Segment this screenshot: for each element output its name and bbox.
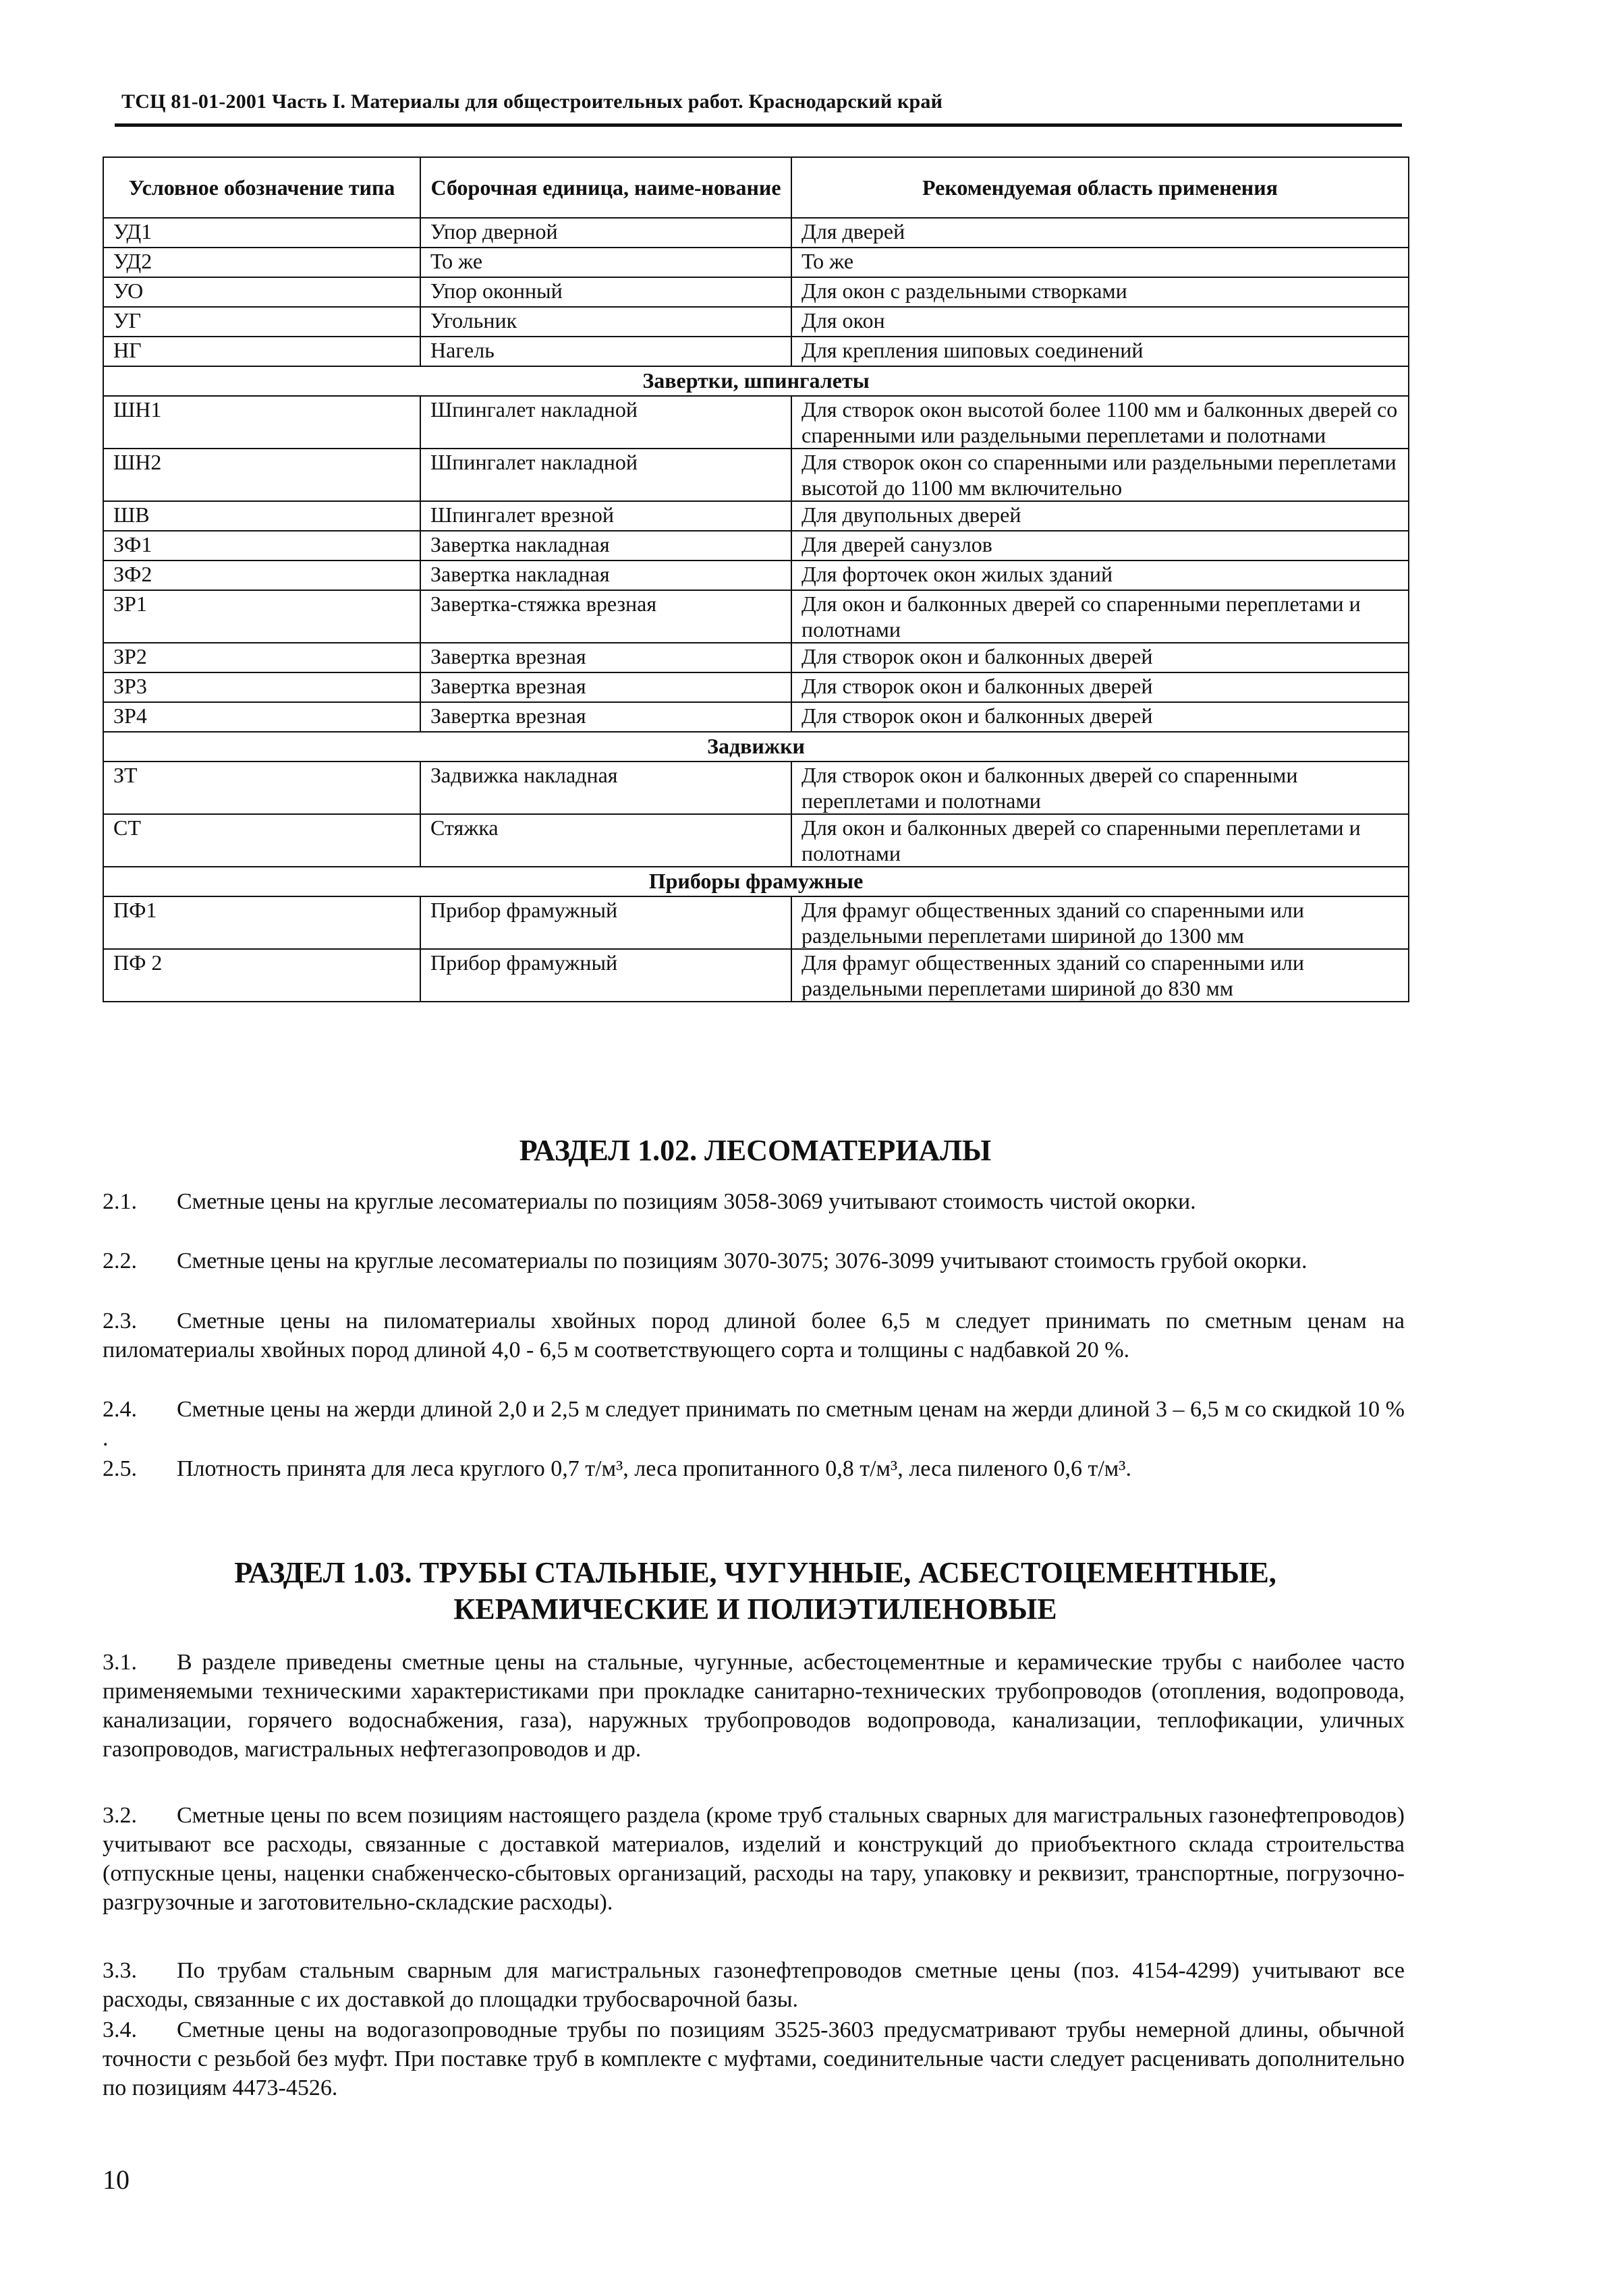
table-row xyxy=(103,643,1409,672)
cell-code: ШН1 xyxy=(103,396,420,449)
paragraph-number: 3.2. xyxy=(103,1803,137,1828)
paragraph-number: 2.5. xyxy=(103,1456,137,1481)
header-rule xyxy=(115,123,1402,127)
cell-name: Завертка накладная xyxy=(420,561,791,590)
cell-use: Для фрамуг общественных зданий со спаренными или раздельными переплетами шириной до 1300 мм xyxy=(791,896,1409,949)
paragraph-number: 3.1. xyxy=(103,1650,137,1675)
cell-use: Для форточек окон жилых зданий xyxy=(791,561,1409,590)
paragraph xyxy=(103,1454,1405,1483)
cell-name: Завертка накладная xyxy=(420,531,791,561)
table-row xyxy=(103,218,1409,248)
paragraph-text: Сметные цены на круглые лесоматериалы по позициям 3058-3069 учитывают стоимость чистой окорки. xyxy=(177,1189,1196,1214)
table-row xyxy=(103,814,1409,867)
cell-use: Для окон xyxy=(791,307,1409,337)
table-row xyxy=(103,307,1409,337)
hardware-table xyxy=(103,156,1409,1002)
cell-name: Упор дверной xyxy=(420,218,791,248)
table-section-row xyxy=(103,867,1409,896)
cell-use: То же xyxy=(791,248,1409,277)
cell-code: УД1 xyxy=(103,218,420,248)
cell-code: СТ xyxy=(103,814,420,867)
table-row xyxy=(103,896,1409,949)
cell-code: ШН2 xyxy=(103,449,420,501)
cell-use: Для окон с раздельными створками xyxy=(791,277,1409,307)
table-section-title: Задвижки xyxy=(103,732,1409,762)
table-row xyxy=(103,248,1409,277)
table-row xyxy=(103,590,1409,643)
cell-code: ЗТ xyxy=(103,762,420,814)
table-row xyxy=(103,672,1409,702)
table-row xyxy=(103,702,1409,732)
cell-name: Прибор фрамужный xyxy=(420,896,791,949)
paragraph xyxy=(103,1187,1405,1216)
table-row xyxy=(103,396,1409,449)
cell-code: ЗР2 xyxy=(103,643,420,672)
paragraph xyxy=(103,1307,1405,1365)
paragraph xyxy=(103,1648,1405,1764)
cell-code: ЗФ2 xyxy=(103,561,420,590)
cell-code: ЗР3 xyxy=(103,672,420,702)
section-102-title: РАЗДЕЛ 1.02. ЛЕСОМАТЕРИАЛЫ xyxy=(519,1134,992,1167)
paragraph-text: В разделе приведены сметные цены на стальные, чугунные, асбестоцементные и керамические трубы с наиболее часто применяемыми техническими характеристиками при прокладке санитарно-технических трубопроводов (отопления, водопровода, канализации, горячего водоснабжения, газа), наружных трубопроводов водопровода, канализации, теплофикации, уличных газопроводов, магистральных нефтегазопроводов и др. xyxy=(103,1650,1405,1762)
cell-code: ЗР4 xyxy=(103,702,420,732)
cell-name: Угольник xyxy=(420,307,791,337)
page-number: 10 xyxy=(103,2164,130,2195)
paragraph-text: Сметные цены на круглые лесоматериалы по позициям 3070-3075; 3076-3099 учитывают стоимость грубой окорки. xyxy=(177,1249,1307,1273)
cell-name: Шпингалет накладной xyxy=(420,449,791,501)
cell-code: ПФ1 xyxy=(103,896,420,949)
cell-name: То же xyxy=(420,248,791,277)
paragraph-text: Сметные цены на жерди длиной 2,0 и 2,5 м следует принимать по сметным ценам на жерди длиной 3 – 6,5 м со скидкой 10 % . xyxy=(103,1397,1405,1451)
cell-use: Для створок окон высотой более 1100 мм и балконных дверей со спаренными или раздельными переплетами и полотнами xyxy=(791,396,1409,449)
cell-code: ЗФ1 xyxy=(103,531,420,561)
cell-use: Для окон и балконных дверей со спаренными переплетами и полотнами xyxy=(791,590,1409,643)
cell-name: Упор оконный xyxy=(420,277,791,307)
table-row xyxy=(103,949,1409,1002)
table-row xyxy=(103,762,1409,814)
paragraph xyxy=(103,1395,1405,1453)
table-section-row xyxy=(103,732,1409,762)
table-section-row xyxy=(103,366,1409,396)
cell-name: Завертка врезная xyxy=(420,672,791,702)
cell-code: ШВ xyxy=(103,501,420,531)
table-body xyxy=(103,218,1409,1002)
paragraph-text: Сметные цены по всем позициям настоящего раздела (кроме труб стальных сварных для магистральных газонефтепроводов) учитывают все расходы, связанные с доставкой материалов, изделий и конструкций до приобъектного склада строительства (отпускные цены, наценки снабженческо-сбытовых организаций, расходы на тару, упаковку и реквизит, транспортные, погрузочно-разгрузочные и заготовительно-складские расходы). xyxy=(103,1803,1405,1915)
paragraph-text: Сметные цены на пиломатериалы хвойных пород длиной более 6,5 м следует принимать по сметным ценам на пиломатериалы хвойных пород длиной 4,0 - 6,5 м соответствующего сорта и толщины с надбавкой 20 %. xyxy=(103,1309,1405,1362)
cell-code: НГ xyxy=(103,337,420,366)
cell-name: Шпингалет врезной xyxy=(420,501,791,531)
page-header: ТСЦ 81-01-2001 Часть I. Материалы для общестроительных работ. Краснодарский край xyxy=(121,90,943,113)
paragraph-number: 3.3. xyxy=(103,1958,137,1983)
paragraph xyxy=(103,1956,1405,2014)
cell-name: Нагель xyxy=(420,337,791,366)
cell-code: УД2 xyxy=(103,248,420,277)
cell-use: Для дверей санузлов xyxy=(791,531,1409,561)
paragraph xyxy=(103,1246,1405,1275)
paragraph-number: 2.2. xyxy=(103,1249,137,1273)
cell-code: УО xyxy=(103,277,420,307)
section-103-title-line1: РАЗДЕЛ 1.03. ТРУБЫ СТАЛЬНЫЕ, ЧУГУННЫЕ, АСБЕСТОЦЕМЕНТНЫЕ, xyxy=(234,1556,1276,1589)
cell-use: Для створок окон и балконных дверей со спаренными переплетами и полотнами xyxy=(791,762,1409,814)
paragraph-text: Сметные цены на водогазопроводные трубы по позициям 3525-3603 предусматривают трубы немерной длины, обычной точности с резьбой без муфт. При поставке труб в комплекте с муфтами, соединительные части следует расценивать дополнительно по позициям 4473-4526. xyxy=(103,2017,1405,2100)
cell-code: ЗР1 xyxy=(103,590,420,643)
cell-code: ПФ 2 xyxy=(103,949,420,1002)
cell-name: Завертка-стяжка врезная xyxy=(420,590,791,643)
paragraph xyxy=(103,1801,1405,1917)
cell-name: Прибор фрамужный xyxy=(420,949,791,1002)
table-row xyxy=(103,449,1409,501)
cell-code: УГ xyxy=(103,307,420,337)
table-section-title: Приборы фрамужные xyxy=(103,867,1409,896)
cell-use: Для двупольных дверей xyxy=(791,501,1409,531)
table-row xyxy=(103,277,1409,307)
cell-use: Для дверей xyxy=(791,218,1409,248)
table-row xyxy=(103,501,1409,531)
paragraph xyxy=(103,2015,1405,2102)
paragraph-number: 2.4. xyxy=(103,1397,137,1422)
paragraph-text: Плотность принята для леса круглого 0,7 т/м³, леса пропитанного 0,8 т/м³, леса пиленого 0,6 т/м³. xyxy=(177,1456,1132,1481)
paragraph-number: 2.3. xyxy=(103,1309,137,1333)
col-header-code: Условное обозначение типа xyxy=(103,157,420,218)
cell-use: Для крепления шиповых соединений xyxy=(791,337,1409,366)
paragraph-number: 2.1. xyxy=(103,1189,137,1214)
cell-name: Шпингалет накладной xyxy=(420,396,791,449)
cell-name: Завертка врезная xyxy=(420,702,791,732)
cell-use: Для створок окон и балконных дверей xyxy=(791,702,1409,732)
table-row xyxy=(103,561,1409,590)
cell-use: Для фрамуг общественных зданий со спаренными или раздельными переплетами шириной до 830 мм xyxy=(791,949,1409,1002)
cell-name: Завертка врезная xyxy=(420,643,791,672)
cell-name: Задвижка накладная xyxy=(420,762,791,814)
table-row xyxy=(103,531,1409,561)
section-103-title-line2: КЕРАМИЧЕСКИЕ И ПОЛИЭТИЛЕНОВЫЕ xyxy=(453,1592,1057,1626)
paragraph-number: 3.4. xyxy=(103,2017,137,2042)
cell-use: Для створок окон со спаренными или раздельными переплетами высотой до 1100 мм включительно xyxy=(791,449,1409,501)
table-section-title: Завертки, шпингалеты xyxy=(103,366,1409,396)
col-header-use: Рекомендуемая область применения xyxy=(791,157,1409,218)
cell-use: Для створок окон и балконных дверей xyxy=(791,672,1409,702)
cell-name: Стяжка xyxy=(420,814,791,867)
col-header-name: Сборочная единица, наиме-нование xyxy=(420,157,791,218)
paragraph-text: По трубам стальным сварным для магистральных газонефтепроводов сметные цены (поз. 4154-4299) учитывают все расходы, связанные с их доставкой до площадки трубосварочной базы. xyxy=(103,1958,1405,2012)
cell-use: Для окон и балконных дверей со спаренными переплетами и полотнами xyxy=(791,814,1409,867)
cell-use: Для створок окон и балконных дверей xyxy=(791,643,1409,672)
table-header-row xyxy=(103,157,1409,218)
table-row xyxy=(103,337,1409,366)
